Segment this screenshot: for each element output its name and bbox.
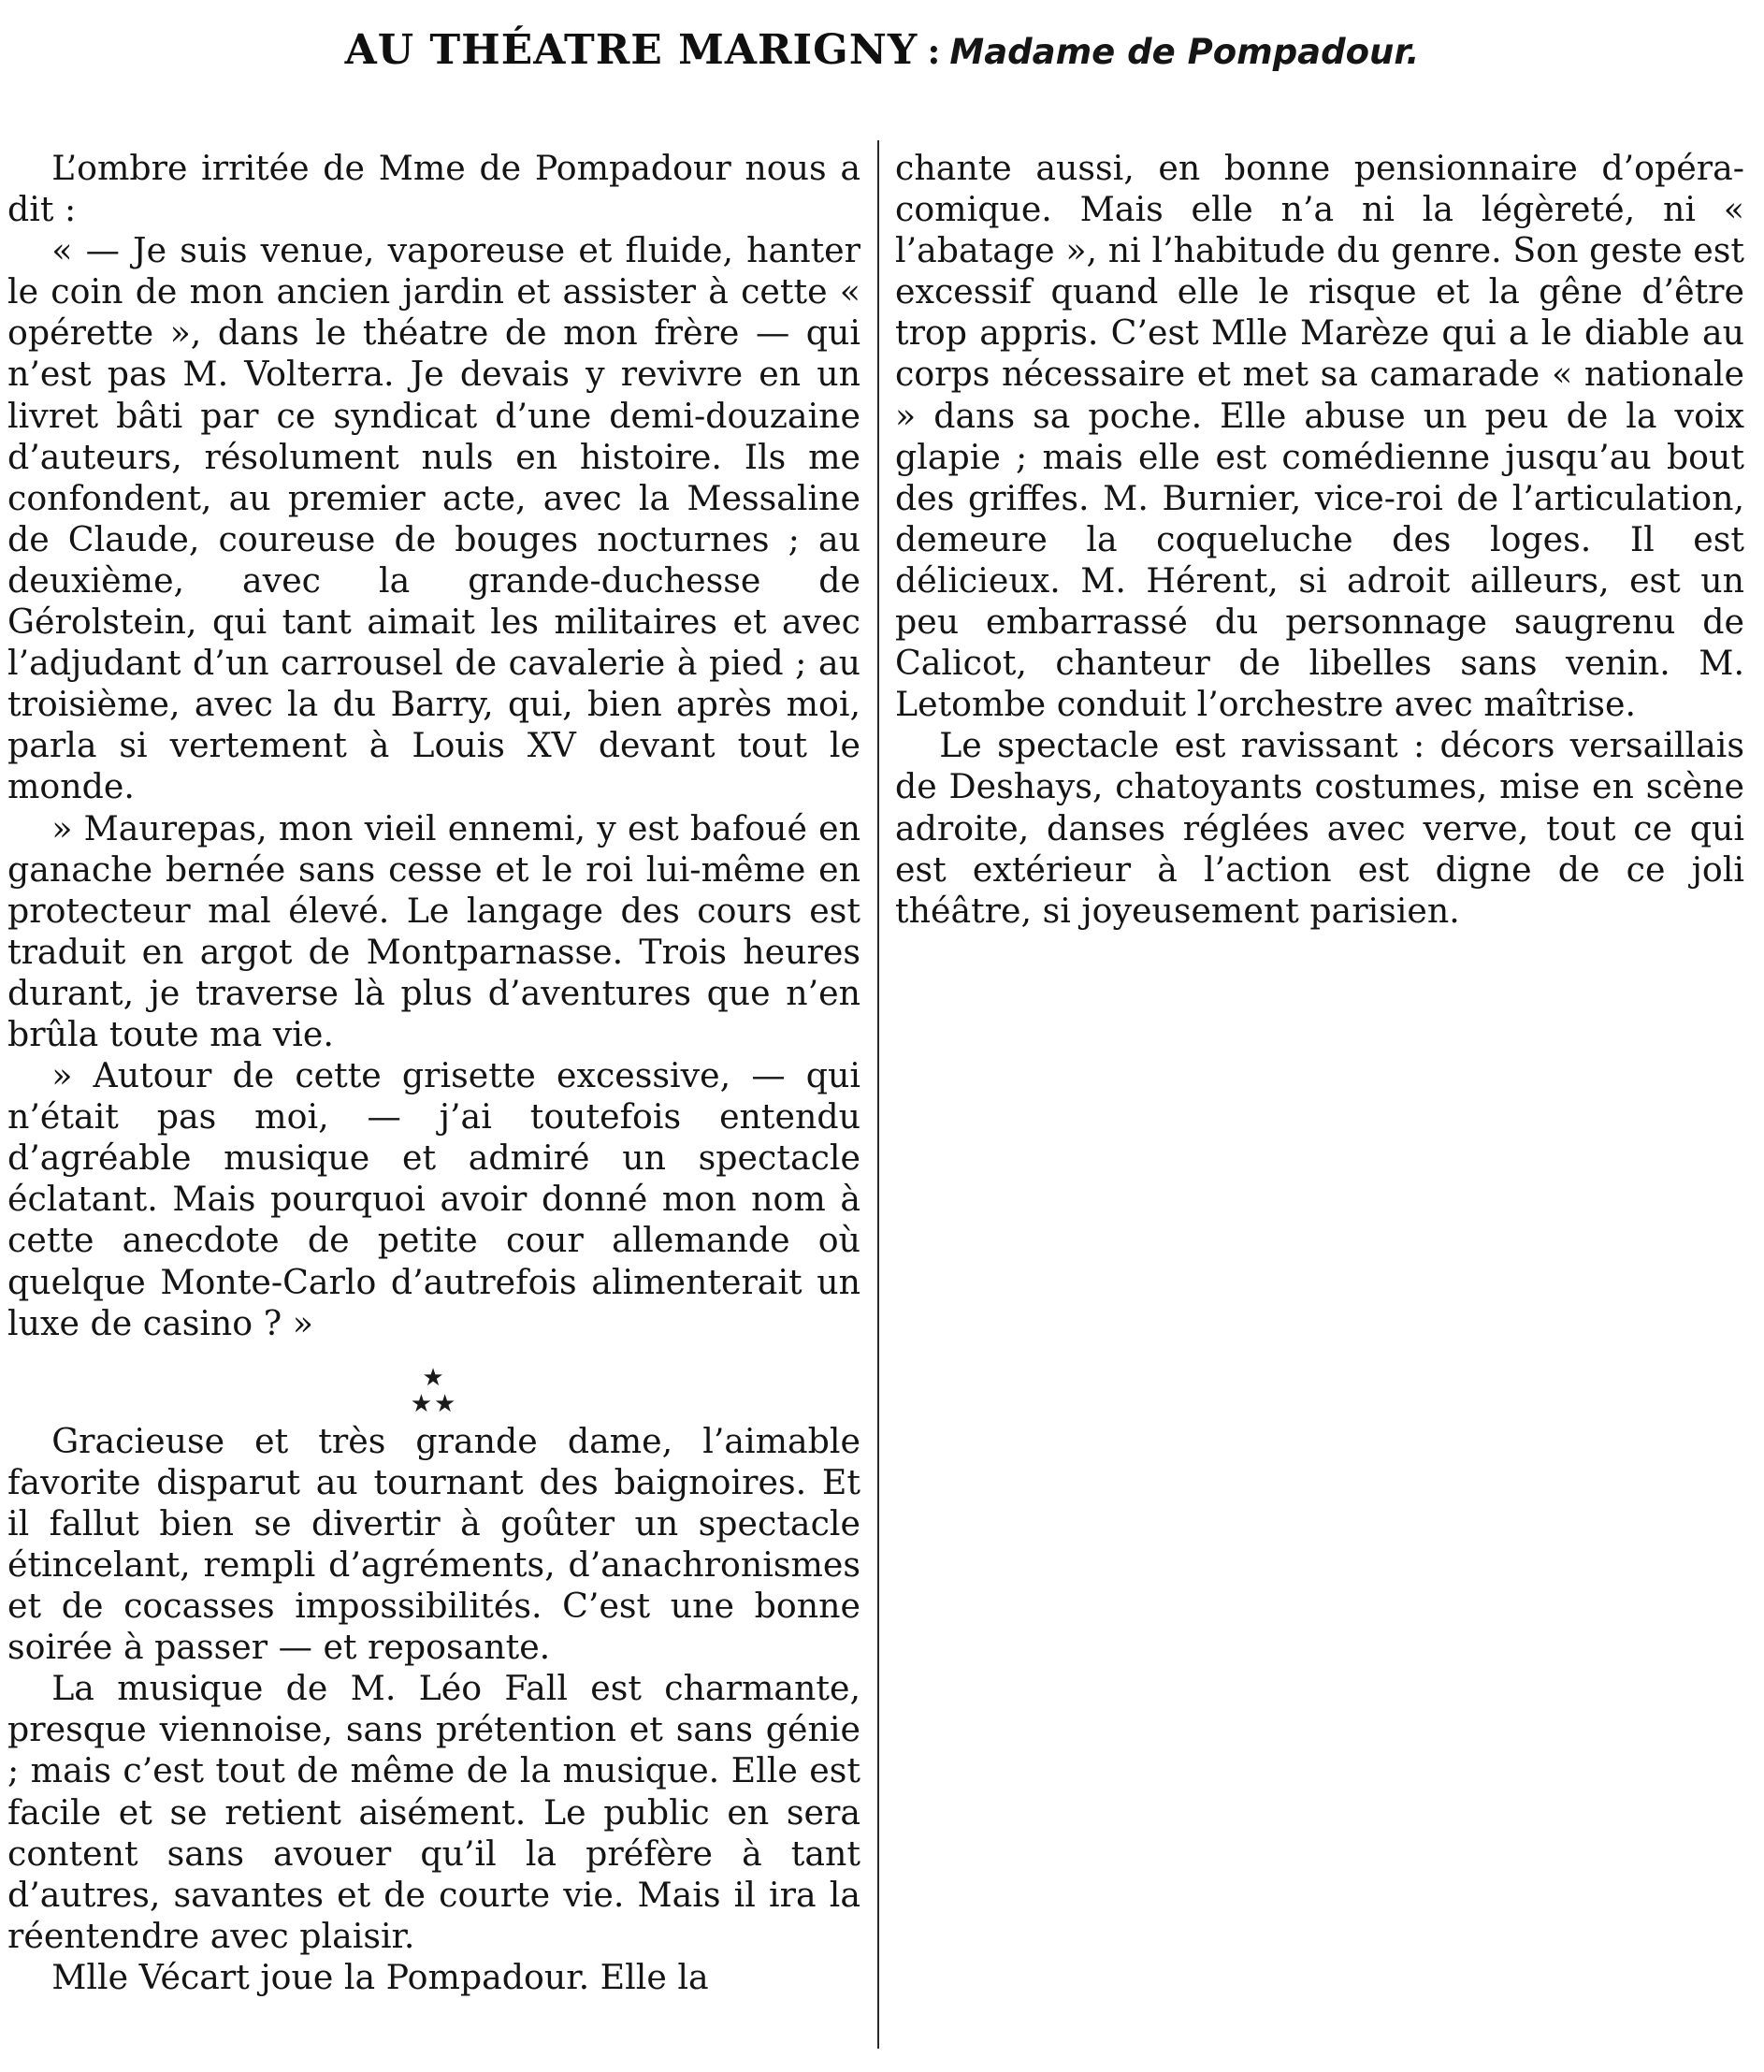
paragraph-music: La musique de M. Léo Fall est charmante, presque viennoise, sans prétention et sans génie ; mais c’est tout de même de la musique. Elle est facile et se retient aisément. Le public en sera content sans avouer qu’il la préfère à tant d’autres, savantes et de courte vie. Mais il ira la réentendre avec plaisir.	[7, 1668, 860, 1956]
paragraph-favorite: Gracieuse et très grande dame, l’aimable favorite disparut au tournant des baignoires. Et il fallut bien se divertir à goûter un spectacle étincelant, rempli d’agréments, d’anachronismes et de cocasses impossibilités. C’est une bonne soirée à passer — et reposante.	[7, 1420, 860, 1668]
paragraph-intro: L’ombre irritée de Mme de Pompadour nous a dit :	[7, 148, 860, 230]
paragraph-vecart: Mlle Vécart joue la Pompadour. Elle la	[51, 1956, 709, 1997]
paragraph-continuation: chante aussi, en bonne pensionnaire d’opéra-comique. Mais elle n’a ni la légèreté, ni « l’abatage », ni l’habitude du genre. Son geste est excessif quand elle le risque et la gêne d’être trop appris. C’est Mlle Marèze qui a le diable au corps nécessaire et met sa camarade « nationale » dans sa poche. Elle abuse un peu de la voix glapie ; mais elle est comédienne jusqu’au bout des griffes. M. Burnier, vice-roi de l’articulation, demeure la coqueluche des loges. Il est délicieux. M. Hérent, si adroit ailleurs, est un peu embarrassé du personnage saugrenu de Calicot, chanteur de libelles sans venin. M. Letombe conduit l’orchestre avec maîtrise.	[895, 148, 1744, 725]
paragraph-quote-2: » Maurepas, mon vieil ennemi, y est bafoué en ganache bernée sans cesse et le roi lui-même en protecteur mal élevé. Le langage des cours est traduit en argot de Montparnasse. Trois heures durant, je traverse là plus d’aventures que n’en brûla toute ma vie.	[7, 807, 860, 1054]
headline-venue: AU THÉATRE MARIGNY	[344, 26, 918, 74]
paragraph-quote-3: » Autour de cette grisette excessive, — qui n’était pas moi, — j’ai toutefois entendu d’agréable musique et admiré un spectacle éclatant. Mais pourquoi avoir donné mon nom à cette anecdote de petite cour allemande où quelque Monte-Carlo d’autrefois alimenterait un luxe de casino ? »	[7, 1055, 860, 1343]
article-headline	[0, 26, 1764, 74]
column-divider	[877, 140, 879, 2049]
headline-play-title: Madame de Pompadour.	[949, 32, 1420, 72]
paragraph-spectacle: Le spectacle est ravissant : décors versaillais de Deshays, chatoyants costumes, mise en scène adroite, danses réglées avec verve, tout ce qui est extérieur à l’action est digne de ce joli théâtre, si joyeusement parisien.	[895, 725, 1744, 931]
asterism-separator	[7, 1344, 860, 1421]
headline-separator: :	[927, 30, 941, 72]
asterism-top: ★	[422, 1363, 446, 1392]
asterism-bottom: ★★	[410, 1389, 458, 1418]
left-column	[7, 148, 860, 1998]
right-column	[895, 148, 1744, 932]
paragraph-quote-1: « — Je suis venue, vaporeuse et fluide, hanter le coin de mon ancien jardin et assister à cette « opérette », dans le théatre de mon frère — qui n’est pas M. Volterra. Je devais y revivre en un livret bâti par ce syndicat d’une demi-douzaine d’auteurs, résolument nuls en histoire. Ils me confondent, au premier acte, avec la Messaline de Claude, coureuse de bouges nocturnes ; au deuxième, avec la grande-duchesse de Gérolstein, qui tant aimait les militaires et avec l’adjudant d’un carrousel de cavalerie à pied ; au troisième, avec la du Barry, qui, bien après moi, parla si vertement à Louis XV devant tout le monde.	[7, 230, 860, 807]
